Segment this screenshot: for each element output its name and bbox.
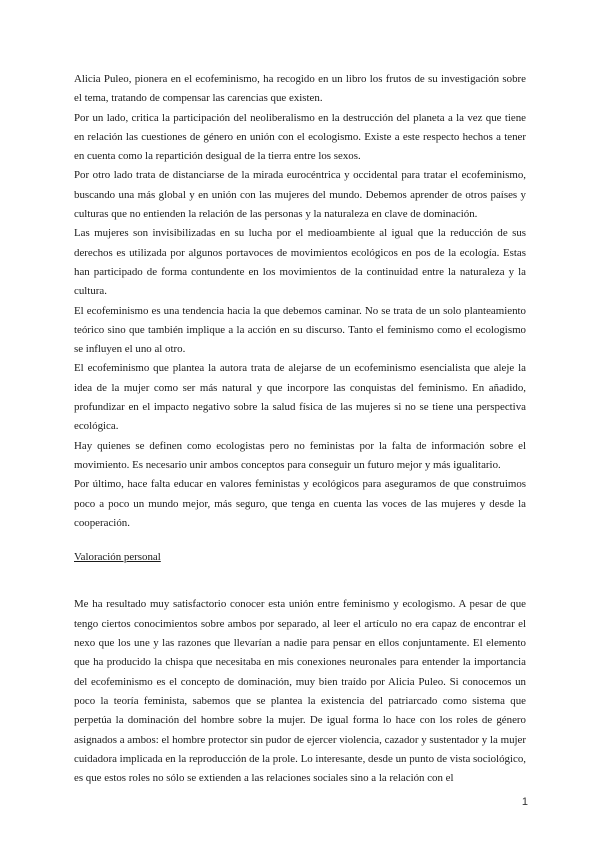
paragraph-essentialism: El ecofeminismo que plantea la autora trata de alejarse de un ecofeminismo esencialista que aleje la idea de la mujer como ser más natural y que incorpore las conquistas del feminismo. En añadido, profundizar en el impacto negativo sobre la salud física de las mujeres si no se tiene una perspectiva ecológica. bbox=[74, 362, 526, 433]
paragraph-intro: Alicia Puleo, pionera en el ecofeminismo, ha recogido en un libro los frutos de su investigación sobre el tema, tratando de compensar las carencias que existen. bbox=[74, 73, 526, 105]
section-heading: Valoración personal bbox=[74, 551, 161, 564]
page-number: 1 bbox=[521, 796, 528, 808]
paragraph-conclusion: Por último, hace falta educar en valores feministas y ecológicos para aseguramos de que construimos poco a poco un mundo mejor, más seguro, que tenga en cuenta las voces de las mujeres y desde la cooperación. bbox=[74, 478, 526, 529]
paragraph-neoliberalism: Por un lado, critica la participación del neoliberalismo en la destrucción del planeta a la vez que tiene en relación las cuestiones de género en unión con el ecologismo. Existe a este respecto hechos a tener en cuenta como la repartición desigual de la tierra entre los sexos. bbox=[74, 111, 526, 163]
paragraph-tendency: El ecofeminismo es una tendencia hacia la que debemos caminar. No se trata de un solo planteamiento teórico sino que también implique a la acción en su discurso. Tanto el feminismo como el ecologismo se influyen el uno al otro. bbox=[74, 304, 526, 356]
paragraph-ecologists: Hay quienes se definen como ecologistas pero no feministas por la falta de información sobre el movimiento. Es necesario unir ambos conceptos para conseguir un futuro mejor y más igualitario. bbox=[74, 439, 526, 471]
paragraph-global-view: Por otro lado trata de distanciarse de la mirada eurocéntrica y occidental para tratar el ecofeminismo, buscando una más global y en unión con las mujeres del mundo. Debemos aprender de otros países y culturas que no entienden la relación de las personas y la naturaleza en clave de dominación. bbox=[74, 169, 526, 221]
paragraph-personal-assessment: Me ha resultado muy satisfactorio conocer esta unión entre feminismo y ecologismo. A pesar de que tengo ciertos conocimientos sobre ambos por separado, al leer el artículo no era capaz de encontrar el nexo que los une y las razones que llevarían a nadie para pensar en ellos conjuntamente. El elemento que ha producido la chispa que necesitaba en mis conexiones neuronales para entender la importancia del ecofeminismo es el concepto de dominación, muy bien traído por Alicia Puleo. Si conocemos un poco la teoría feminista, sabemos que se plantea la existencia del patriarcado como sistema que perpetúa la dominación del hombre sobre la mujer. De igual forma lo hace con los roles de género asignados a ambos: el hombre protector sin pudor de ejercer violencia, cazador y sustentador y la mujer cuidadora implicada en la reproducción de la prole. Lo interesante, desde un punto de vista sociológico, es que estos roles no sólo se extienden a las relaciones sociales sino a la relación con el bbox=[74, 598, 526, 785]
paragraph-invisibilized-women: Las mujeres son invisibilizadas en su lucha por el medioambiente al igual que la reducción de sus derechos es utilizada por algunos portavoces de movimientos ecológicos en pos de la ecología. Estas han participado de forma contundente en los movimientos de la continuidad entre la naturaleza y la cultura. bbox=[74, 227, 526, 298]
